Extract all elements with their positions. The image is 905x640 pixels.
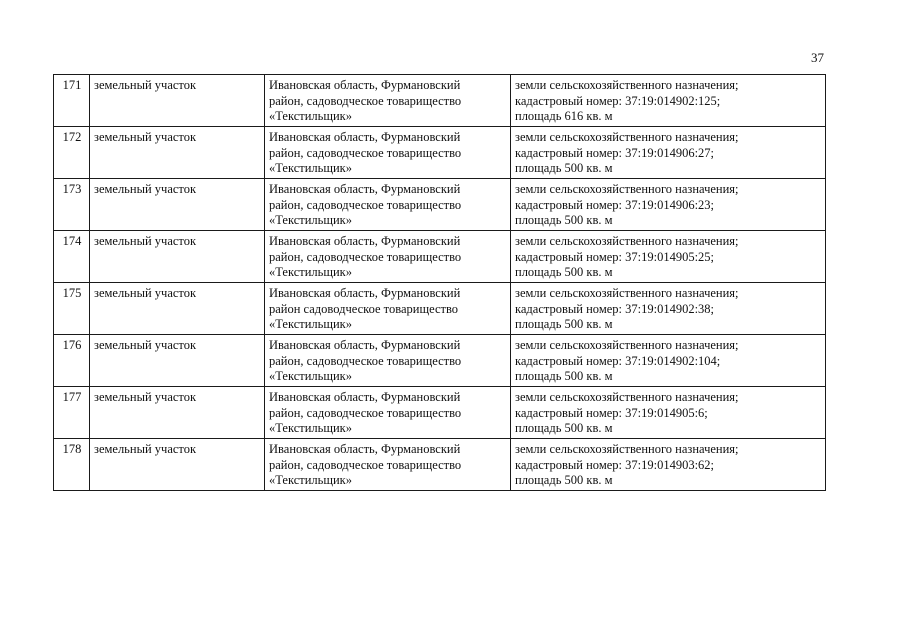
description-line: земли сельскохозяйственного назначения; [515,286,739,300]
object-description [511,387,826,439]
description-line: земли сельскохозяйственного назначения; [515,78,739,92]
address-line: Ивановская область, Фурмановский [269,442,461,456]
row-number: 176 [54,335,90,387]
object-description [511,283,826,335]
table-body [54,75,826,491]
address-line: район садоводческое товарищество [269,301,459,316]
address-line: «Текстильщик» [269,213,352,228]
object-type: земельный участок [90,387,265,439]
address-line: район, садоводческое товарищество [269,197,462,212]
row-number: 171 [54,75,90,127]
object-address [265,127,511,179]
row-number: 178 [54,439,90,491]
address-line: Ивановская область, Фурмановский [269,234,461,248]
address-line: Ивановская область, Фурмановский [269,78,461,92]
address-line: Ивановская область, Фурмановский [269,182,461,196]
object-description [511,439,826,491]
address-line: «Текстильщик» [269,161,352,176]
address-line: «Текстильщик» [269,109,352,124]
object-description [511,231,826,283]
description-line: кадастровый номер: 37:19:014906:23; [515,197,715,212]
description-line: кадастровый номер: 37:19:014902:104; [515,353,721,368]
address-line: район, садоводческое товарищество [269,145,462,160]
address-line: «Текстильщик» [269,473,352,488]
description-line: земли сельскохозяйственного назначения; [515,442,739,456]
table-row [54,439,826,491]
row-number: 174 [54,231,90,283]
object-address [265,75,511,127]
description-line: площадь 500 кв. м [515,421,613,436]
description-line: кадастровый номер: 37:19:014902:38; [515,301,715,316]
description-line: земли сельскохозяйственного назначения; [515,130,739,144]
table-row [54,231,826,283]
object-type: земельный участок [90,127,265,179]
address-line: «Текстильщик» [269,317,352,332]
table-row [54,387,826,439]
address-line: «Текстильщик» [269,369,352,384]
object-address [265,439,511,491]
address-line: Ивановская область, Фурмановский [269,390,461,404]
row-number: 175 [54,283,90,335]
row-number: 172 [54,127,90,179]
address-line: район, садоводческое товарищество [269,405,462,420]
address-line: Ивановская область, Фурмановский [269,130,461,144]
description-line: площадь 500 кв. м [515,265,613,280]
address-line: район, садоводческое товарищество [269,457,462,472]
address-line: район, садоводческое товарищество [269,249,462,264]
address-line: «Текстильщик» [269,421,352,436]
object-type: земельный участок [90,283,265,335]
description-line: земли сельскохозяйственного назначения; [515,338,739,352]
address-line: Ивановская область, Фурмановский [269,286,461,300]
description-line: земли сельскохозяйственного назначения; [515,182,739,196]
object-type: земельный участок [90,179,265,231]
address-line: район, садоводческое товарищество [269,93,462,108]
description-line: площадь 500 кв. м [515,317,613,332]
description-line: площадь 500 кв. м [515,473,613,488]
object-description [511,75,826,127]
description-line: площадь 616 кв. м [515,109,613,124]
description-line: площадь 500 кв. м [515,213,613,228]
table-row [54,335,826,387]
description-line: земли сельскохозяйственного назначения; [515,234,739,248]
row-number: 177 [54,387,90,439]
table-row [54,283,826,335]
description-line: кадастровый номер: 37:19:014906:27; [515,145,715,160]
description-line: кадастровый номер: 37:19:014902:125; [515,93,721,108]
row-number: 173 [54,179,90,231]
object-type: земельный участок [90,75,265,127]
address-line: район, садоводческое товарищество [269,353,462,368]
description-line: площадь 500 кв. м [515,369,613,384]
object-type: земельный участок [90,231,265,283]
object-type: земельный участок [90,439,265,491]
object-address [265,387,511,439]
description-line: кадастровый номер: 37:19:014905:6; [515,405,708,420]
object-description [511,127,826,179]
land-plot-table [53,74,826,491]
description-line: кадастровый номер: 37:19:014903:62; [515,457,715,472]
object-description [511,335,826,387]
table-row [54,127,826,179]
object-address [265,335,511,387]
description-line: кадастровый номер: 37:19:014905:25; [515,249,715,264]
object-address [265,283,511,335]
object-address [265,179,511,231]
description-line: площадь 500 кв. м [515,161,613,176]
table-row [54,75,826,127]
description-line: земли сельскохозяйственного назначения; [515,390,739,404]
object-description [511,179,826,231]
page-number: 37 [811,50,824,65]
object-address [265,231,511,283]
table-row [54,179,826,231]
object-type: земельный участок [90,335,265,387]
address-line: «Текстильщик» [269,265,352,280]
address-line: Ивановская область, Фурмановский [269,338,461,352]
